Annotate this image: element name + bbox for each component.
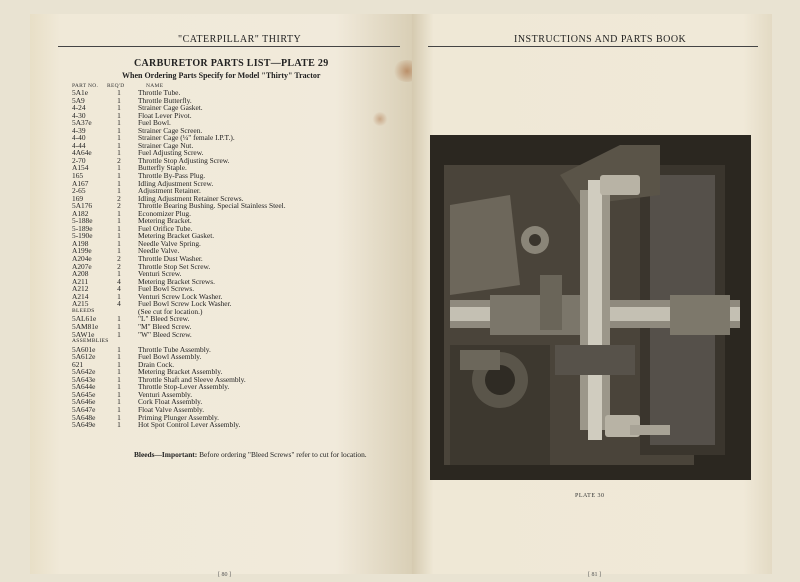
part-number: 4-40 [72,133,86,143]
quantity-required: 4 [117,276,121,286]
part-number: A211 [72,276,89,286]
part-number: 2-70 [72,155,86,165]
part-number: A182 [72,208,89,218]
quantity-required: 1 [117,329,121,339]
part-name: Hot Spot Control Lever Assembly. [138,420,241,430]
quantity-required: 1 [117,133,121,143]
part-name: Throttle Tube Assembly. [138,344,211,354]
part-name: Throttle Stop Adjusting Screw. [138,155,230,165]
column-header-reqd: REQ'D [107,83,125,89]
part-name: Venturi Screw Lock Washer. [138,291,223,301]
quantity-required: 1 [117,397,121,407]
quantity-required: 1 [117,186,121,196]
part-number: 5A1e [72,88,89,97]
quantity-required: 2 [117,155,121,165]
part-name: Float Valve Assembly. [138,404,205,414]
part-name: Idling Adjustment Retainer Screws. [138,193,244,203]
quantity-required: 1 [117,291,121,301]
bleeds-note [134,451,384,459]
part-number: A167 [72,178,89,188]
part-name: Metering Bracket Assembly. [138,367,223,377]
page-subtitle: When Ordering Parts Specify for Model "Thirty" Tractor [122,71,321,80]
note-text: Before ordering "Bleed Screws" refer to cut for location. [199,450,367,459]
part-number: 5A646e [72,397,96,407]
page-title: CARBURETOR PARTS LIST—PLATE 29 [134,58,329,69]
folio-right: [ 81 ] [588,572,601,578]
part-name: Needle Valve. [138,246,180,256]
part-number: 5A612e [72,352,96,362]
quantity-required: 1 [117,118,121,128]
part-name: Venturi Screw. [138,269,182,279]
folio-left: [ 80 ] [218,572,231,578]
quantity-required: 1 [117,269,121,279]
part-number: 5A645e [72,389,96,399]
stain [372,112,388,126]
quantity-required: 1 [117,382,121,392]
part-number: 621 [72,359,84,369]
header-rule-left [58,46,400,47]
part-number: 4A64e [72,148,92,158]
part-name: Venturi Assembly. [138,389,193,399]
part-number: 5A643e [72,374,96,384]
quantity-required: 1 [117,344,121,354]
part-number: A208 [72,269,89,279]
quantity-required: 1 [117,359,121,369]
quantity-required: 1 [117,178,121,188]
quantity-required: 1 [117,171,121,181]
part-name: Throttle Butterfly. [138,95,192,105]
quantity-required: 1 [117,216,121,226]
part-name: Adjustment Retainer. [138,186,201,196]
part-name: Fuel Bowl Assembly. [138,352,202,362]
part-number: 169 [72,193,84,203]
carburetor-cutaway-illustration [430,135,751,480]
part-number: ASSEMBLIES [72,338,109,345]
part-number: 5-188e [72,216,93,226]
part-name: Throttle Bearing Bushing. Special Stainless Steel. [138,201,286,211]
part-name: Throttle Tube. [138,88,181,97]
part-name: Throttle Stop-Lever Assembly. [138,382,230,392]
part-name: "M" Bleed Screw. [138,321,192,331]
part-name: Metering Bracket Screws. [138,276,215,286]
plate-caption: PLATE 30 [575,493,605,499]
part-name: Cork Float Assembly. [138,397,203,407]
part-number: 5AW1e [72,329,95,339]
quantity-required: 1 [117,246,121,256]
quantity-required: 1 [117,223,121,233]
quantity-required: 1 [117,95,121,105]
quantity-required: 4 [117,284,121,294]
note-label: Bleeds—Important: [134,450,198,459]
quantity-required: 2 [117,201,121,211]
part-number: 5AL61e [72,314,97,324]
quantity-required: 1 [117,208,121,218]
part-number: 5AM81e [72,321,99,331]
running-head-left: "CATERPILLAR" THIRTY [178,34,302,45]
part-name: Economizer Plug. [138,208,191,218]
part-number: 5A648e [72,412,96,422]
quantity-required: 1 [117,88,121,97]
part-name: Strainer Cage (¼" female I.P.T.). [138,133,235,143]
quantity-required: 1 [117,367,121,377]
part-name: Metering Bracket. [138,216,192,226]
part-name: Fuel Bowl. [138,118,171,128]
part-number: A212 [72,284,89,294]
part-number: A198 [72,238,89,248]
part-number: A215 [72,299,89,309]
part-name: Fuel Bowl Screws. [138,284,195,294]
quantity-required: 1 [117,321,121,331]
quantity-required: 1 [117,148,121,158]
part-name: Throttle By-Pass Plug. [138,171,206,181]
quantity-required: 1 [117,389,121,399]
quantity-required: 1 [117,103,121,113]
part-number: A204e [72,254,92,264]
quantity-required: 1 [117,110,121,120]
part-number: 4-24 [72,103,86,113]
part-number: 5-190e [72,231,93,241]
part-name: Throttle Dust Washer. [138,254,203,264]
part-number: 5A37e [72,118,92,128]
part-number: 165 [72,171,84,181]
quantity-required: 2 [117,261,121,271]
quantity-required: 1 [117,125,121,135]
part-number: 4-39 [72,125,86,135]
part-number: A154 [72,163,89,173]
quantity-required: 1 [117,420,121,430]
quantity-required: 1 [117,374,121,384]
part-name: "L" Bleed Screw. [138,314,190,324]
part-name: Butterfly Staple. [138,163,187,173]
quantity-required: 1 [117,412,121,422]
part-name: Strainer Cage Gasket. [138,103,203,113]
quantity-required: 1 [117,231,121,241]
part-name: Idling Adjustment Screw. [138,178,214,188]
part-number: 5A9 [72,95,85,105]
part-name: Fuel Adjusting Screw. [138,148,204,158]
part-name: Priming Plunger Assembly. [138,412,220,422]
part-number: 5A647e [72,404,96,414]
part-name: Strainer Cage Screen. [138,125,203,135]
quantity-required: 1 [117,404,121,414]
part-number: A207e [72,261,92,271]
part-number: A214 [72,291,89,301]
quantity-required: 4 [117,299,121,309]
part-number: A199e [72,246,92,256]
part-name: Float Lever Pivot. [138,110,192,120]
part-number: 5A649e [72,420,96,430]
part-number: 5A601e [72,344,96,354]
quantity-required: 1 [117,352,121,362]
part-name: Throttle Shaft and Sleeve Assembly. [138,374,246,384]
part-name: Drain Cock. [138,359,175,369]
part-number: 4-44 [72,140,86,150]
header-rule-right [428,46,758,47]
part-number: 2-65 [72,186,86,196]
quantity-required: 1 [117,238,121,248]
plate-30-photo [430,135,751,480]
part-number: 5-189e [72,223,93,233]
part-name: Fuel Orifice Tube. [138,223,193,233]
column-header-name: NAME [146,83,164,89]
quantity-required: 1 [117,163,121,173]
part-number: 4-30 [72,110,86,120]
part-number: 5A642e [72,367,96,377]
part-name: Throttle Stop Set Screw. [138,261,211,271]
part-name: Fuel Bowl Screw Lock Washer. [138,299,232,309]
part-number: 5A644e [72,382,96,392]
part-name: Strainer Cage Nut. [138,140,194,150]
part-name: Metering Bracket Gasket. [138,231,215,241]
running-head-right: INSTRUCTIONS AND PARTS BOOK [514,34,687,45]
quantity-required: 1 [117,140,121,150]
column-header-part-no: PART NO. [72,83,99,89]
part-number: 5A176 [72,201,93,211]
quantity-required: 2 [117,254,121,264]
part-name: (See cut for location.) [138,306,203,316]
quantity-required: 1 [117,314,121,324]
quantity-required: 2 [117,193,121,203]
part-name: Needle Valve Spring. [138,238,201,248]
part-name: "W" Bleed Screw. [138,329,192,339]
part-number: BLEEDS [72,307,95,314]
